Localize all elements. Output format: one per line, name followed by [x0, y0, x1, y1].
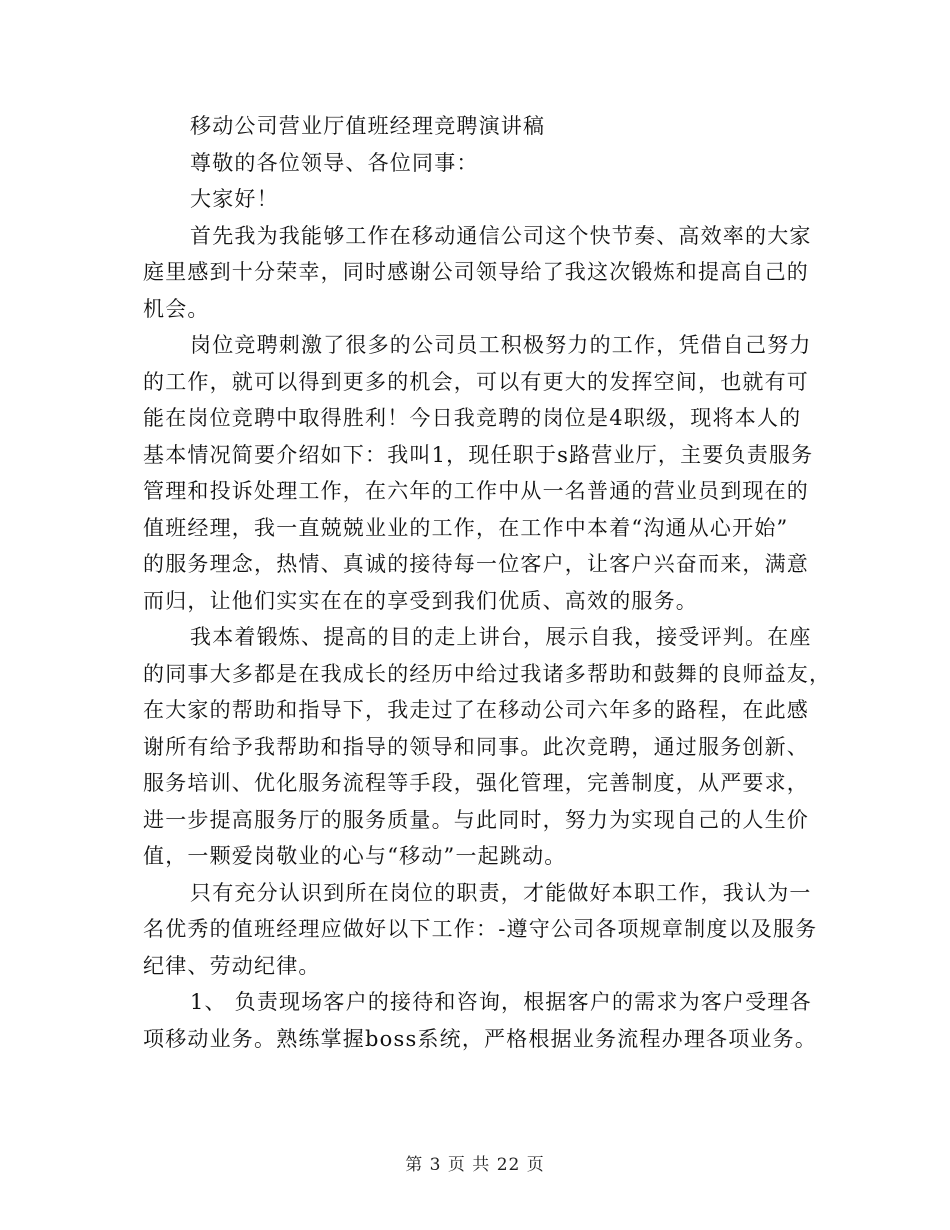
paragraph-line: 首先我为我能够工作在移动通信公司这个快节奏、高效率的大家	[190, 223, 812, 248]
paragraph-line: 1、 负责现场客户的接待和咨询，根据客户的需求为客户受理各	[190, 990, 812, 1014]
paragraph-line: 的服务理念，热情、真诚的接待每一位客户，让客户兴奋而来，满意	[143, 552, 809, 576]
paragraph-line: 基本情况简要介绍如下：我叫1，现任职于s路营业厅，主要负责服务	[143, 442, 814, 467]
salutation: 尊敬的各位领导、各位同事：	[190, 150, 479, 175]
paragraph-line: 服务培训、优化服务流程等手段，强化管理，完善制度，从严要求，	[143, 771, 809, 795]
paragraph-line: 而归，让他们实实在在的享受到我们优质、高效的服务。	[143, 588, 698, 613]
paragraph-line: 的工作，就可以得到更多的机会，可以有更大的发挥空间，也就有可	[143, 369, 809, 394]
paragraph-line: 名优秀的值班经理应做好以下工作：-遵守公司各项规章制度以及服务	[143, 917, 818, 941]
paragraph-line: 机会。	[143, 296, 210, 321]
paragraph-3	[143, 619, 832, 875]
paragraph-1	[143, 218, 811, 328]
paragraph-line: 谢所有给予我帮助和指导的领导和同事。此次竞聘，通过服务创新、	[143, 734, 809, 759]
paragraph-line: 值班经理，我一直兢兢业业的工作，在工作中本着“沟通从心开始”	[143, 515, 789, 540]
paragraph-line: 进一步提高服务厅的服务质量。与此同时，努力为实现自己的人生价	[143, 807, 809, 832]
paragraph-line: 在大家的帮助和指导下，我走过了在移动公司六年多的路程，在此感	[143, 698, 809, 722]
paragraph-line: 项移动业务。熟练掌握boss系统，严格根据业务流程办理各项业务。	[143, 1026, 818, 1051]
paragraph-line: 的同事大多都是在我成长的经历中给过我诸多帮助和鼓舞的良师益友，	[143, 661, 832, 686]
paragraph-line: 庭里感到十分荣幸，同时感谢公司领导给了我这次锻炼和提高自己的	[143, 260, 809, 284]
paragraph-line: 岗位竞聘刺激了很多的公司员工积极努力的工作，凭借自己努力	[190, 333, 812, 357]
paragraph-line: 值，一颗爱岗敬业的心与“移动”一起跳动。	[143, 844, 567, 868]
paragraph-5	[143, 984, 818, 1057]
paragraph-2	[143, 327, 814, 619]
paragraph-line: 纪律、劳动纪律。	[143, 953, 321, 978]
paragraph-line: 能在岗位竞聘中取得胜利！今日我竞聘的岗位是4职级，现将本人的	[143, 406, 802, 430]
paragraph-line: 我本着锻炼、提高的目的走上讲台，展示自我，接受评判。在座	[190, 625, 812, 649]
greeting: 大家好！	[190, 187, 279, 211]
paragraph-line: 管理和投诉处理工作，在六年的工作中从一名普通的营业员到现在的	[143, 479, 809, 503]
paragraph-line: 只有充分认识到所在岗位的职责，才能做好本职工作，我认为一	[190, 880, 812, 905]
page-number-footer: 第 3 页 共 22 页	[405, 1155, 545, 1175]
paragraph-4	[143, 875, 818, 985]
document-body	[143, 108, 832, 1057]
document-title: 移动公司营业厅值班经理竞聘演讲稿	[190, 114, 546, 138]
